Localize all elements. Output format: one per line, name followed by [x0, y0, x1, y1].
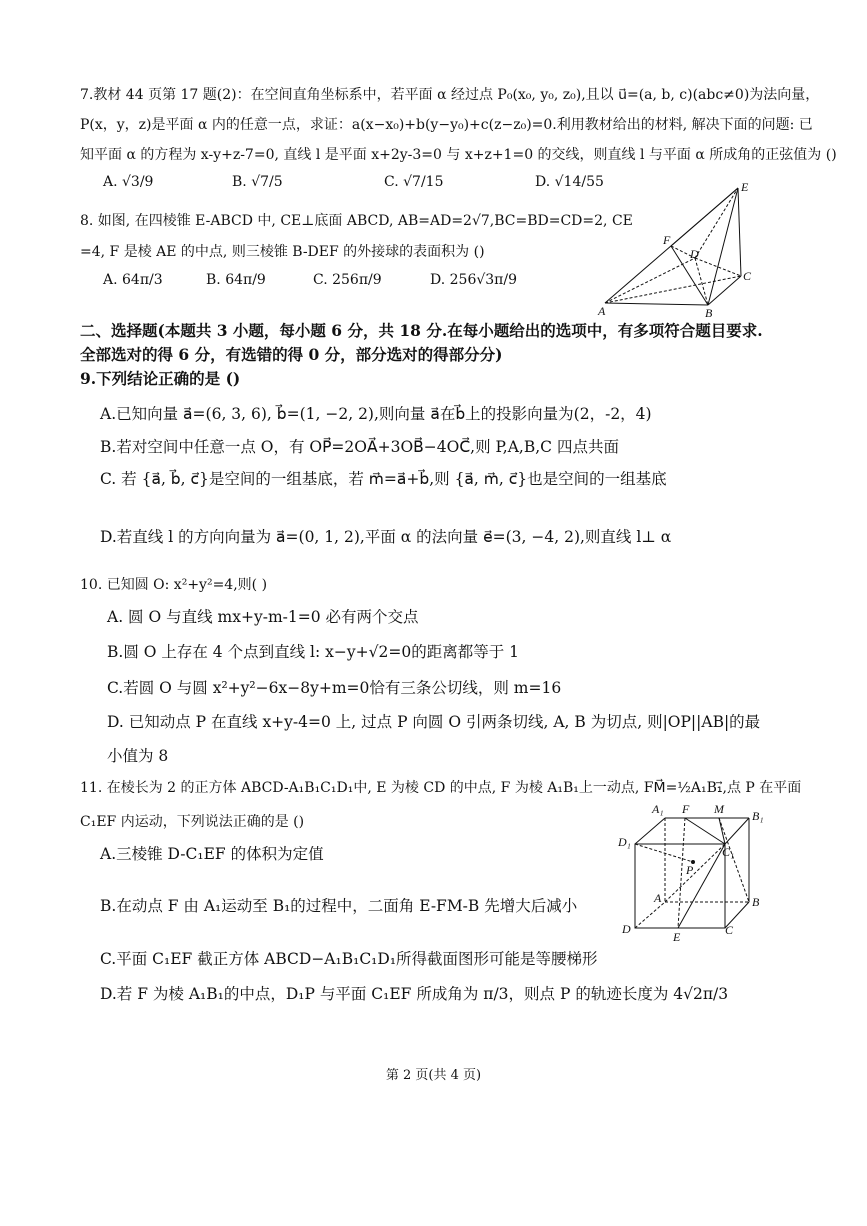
q10-option-a: A. 圆 O 与直线 mx+y-m-1=0 必有两个交点 — [107, 608, 419, 626]
label-p: P — [686, 863, 694, 877]
label-f: F — [682, 802, 690, 816]
q7-option-c: C. √7/15 — [384, 174, 444, 190]
q8-option-a: A. 64π/3 — [103, 272, 163, 288]
q10-option-b: B.圆 O 上存在 4 个点到直线 l: x−y+√2=0的距离都等于 1 — [107, 643, 519, 661]
q7-line3: 知平面 α 的方程为 x-y+z-7=0, 直线 l 是平面 x+2y-3=0 与 x+z+1=0 的交线，则直线 l 与平面 α 所成角的正弦值为 () — [80, 147, 837, 163]
q10-option-d-line2: 小值为 8 — [107, 747, 169, 765]
label-e: E — [741, 180, 749, 194]
q9-option-d: D.若直线 l 的方向向量为 a⃗=(0, 1, 2),平面 α 的法向量 e⃗=(3, −4, 2),则直线 l⊥ α — [100, 528, 672, 546]
q8-line2: =4, F 是棱 AE 的中点, 则三棱锥 B-DEF 的外接球的表面积为 () — [80, 244, 485, 260]
label-b: B — [705, 306, 713, 320]
q10-option-d-line1: D. 已知动点 P 在直线 x+y-4=0 上, 过点 P 向圆 O 引两条切线, A, B 为切点, 则|OP||AB|的最 — [107, 713, 761, 731]
label-a: A — [598, 304, 606, 318]
q7-option-d: D. √14/55 — [535, 174, 604, 190]
q11-option-a: A.三棱锥 D-C₁EF 的体积为定值 — [100, 845, 324, 863]
label-c: C — [725, 923, 734, 937]
section2-heading-line2: 全部选对的得 6 分，有选错的得 0 分，部分选对的得部分分) — [80, 345, 503, 364]
section2-heading-line1: 二、选择题(本题共 3 小题，每小题 6 分，共 18 分.在每小题给出的选项中，有多项符合题目要求. — [80, 321, 763, 340]
label-e: E — [673, 930, 681, 944]
label-d: D — [690, 247, 699, 261]
q7-line2: P(x，y，z)是平面 α 内的任意一点，求证：a(x−x₀)+b(y−y₀)+c(z−z₀)=0.利用教材给出的材料, 解决下面的问题: 已 — [80, 117, 813, 133]
q9-option-c: C. 若 {a⃗, b⃗, c⃗}是空间的一组基底，若 m⃗=a⃗+b⃗,则 {a⃗, m⃗, c⃗}也是空间的一组基底 — [100, 470, 667, 488]
q11-line2: C₁EF 内运动，下列说法正确的是 () — [80, 814, 305, 830]
q7-option-a: A. √3/9 — [103, 174, 154, 190]
q11-option-c: C.平面 C₁EF 截正方体 ABCD−A₁B₁C₁D₁所得截面图形可能是等腰梯形 — [100, 950, 598, 968]
q8-option-c: C. 256π/9 — [313, 272, 382, 288]
q9-stem: 9.下列结论正确的是 () — [80, 369, 241, 388]
label-b1: B₁ — [752, 809, 764, 823]
label-m: M — [714, 802, 724, 816]
label-c: C — [743, 269, 752, 283]
q9-option-b: B.若对空间中任意一点 O，有 OP⃗=2OA⃗+3OB⃗−4OC⃗,则 P,A,B,C 四点共面 — [100, 438, 619, 456]
q8-line1: 8. 如图, 在四棱锥 E-ABCD 中, CE⊥底面 ABCD, AB=AD=2√7,BC=BD=CD=2, CE — [80, 213, 633, 229]
q11-line1: 11. 在棱长为 2 的正方体 ABCD-A₁B₁C₁D₁中, E 为棱 CD 的中点, F 为棱 A₁B₁上一动点, FM⃗=½A₁B₁⃗,点 P 在平面 — [80, 780, 802, 796]
q10-option-c: C.若圆 O 与圆 x²+y²−6x−8y+m=0恰有三条公切线，则 m=16 — [107, 679, 562, 697]
q11-option-b: B.在动点 F 由 A₁运动至 B₁的过程中，二面角 E-FM-B 先增大后减小 — [100, 897, 578, 915]
label-c1: C₁ — [722, 845, 735, 859]
cube-figure — [612, 798, 772, 946]
q7-option-b: B. √7/5 — [232, 174, 283, 190]
page-footer: 第 2 页(共 4 页) — [385, 1068, 482, 1083]
label-f: F — [663, 233, 671, 247]
q11-option-d: D.若 F 为棱 A₁B₁的中点，D₁P 与平面 C₁EF 所成角为 π/3，则点 P 的轨迹长度为 4√2π/3 — [100, 985, 729, 1003]
q8-option-d: D. 256√3π/9 — [430, 272, 518, 288]
q9-option-a: A.已知向量 a⃗=(6, 3, 6), b⃗=(1, −2, 2),则向量 a⃗在b⃗上的投影向量为(2，-2，4) — [100, 405, 652, 423]
q7-line1: 7.教材 44 页第 17 题(2)：在空间直角坐标系中，若平面 α 经过点 P₀(x₀, y₀, z₀),且以 u⃗=(a, b, c)(abc≠0)为法向量， — [80, 87, 820, 103]
q10-stem: 10. 已知圆 O: x²+y²=4,则( ) — [80, 577, 268, 593]
q8-option-b: B. 64π/9 — [206, 272, 266, 288]
label-a1: A₁ — [652, 802, 664, 816]
label-b: B — [752, 895, 760, 909]
label-a: A — [654, 891, 662, 905]
label-d1: D₁ — [618, 835, 631, 849]
label-d: D — [622, 922, 631, 936]
pyramid-figure — [595, 178, 765, 320]
